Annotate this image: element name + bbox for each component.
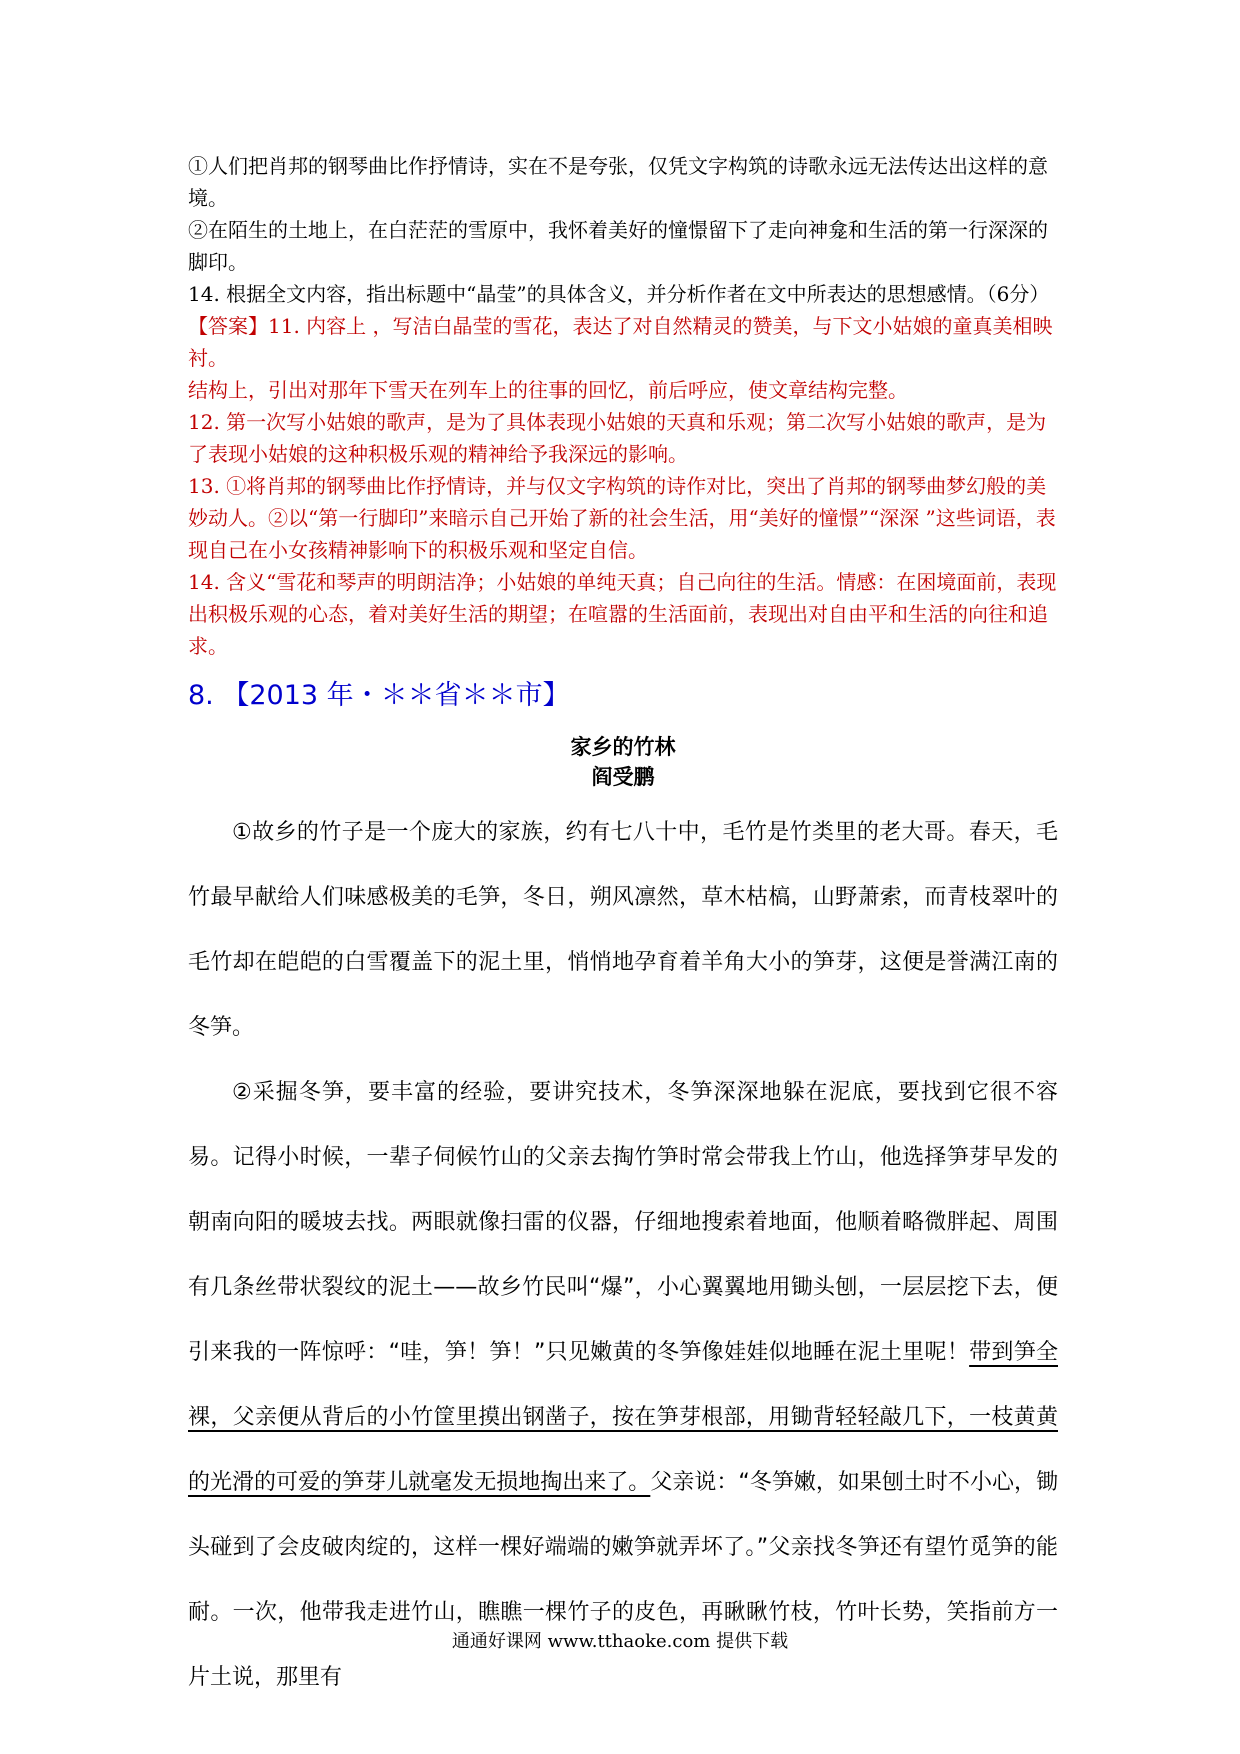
question-14: 14. 根据全文内容，指出标题中“晶莹”的具体含义，并分析作者在文中所表达的思想感情。（6分） (188, 282, 1050, 306)
page-content (188, 150, 1058, 1710)
article-title: 家乡的竹林 (570, 734, 676, 759)
paragraph-2-underlined-text: 带到笋全裸，父亲便从背后的小竹筐里摸出钢凿子，按在笋芽根部，用锄背轻轻敲几下，一枝黄黄的光滑的可爱的笋芽儿就毫发无损地掏出来了。 (188, 1340, 1058, 1495)
question-item-1: ①人们把肖邦的钢琴曲比作抒情诗，实在不是夸张，仅凭文字构筑的诗歌永远无法传达出这样的意境。 (188, 154, 1048, 210)
article-author: 阎受鹏 (591, 764, 655, 789)
answer-11 (188, 310, 1058, 374)
paragraph-2-text-after: 父亲说：“冬笋嫩，如果刨土时不小心，锄头碰到了会皮破肉绽的，这样一棵好端端的嫩笋就弄坏了。”父亲找冬笋还有望竹觅笋的能耐。一次，他带我走进竹山，瞧瞧一棵竹子的皮色，再瞅瞅竹枝，竹叶长势，笑指前方一片土说，那里有 (188, 1470, 1058, 1690)
answer-11-structure: 结构上，引出对那年下雪天在列车上的往事的回忆，前后呼应，使文章结构完整。 (188, 378, 908, 402)
section-heading: 8. 【2013 年・＊＊省＊＊市】 (188, 680, 570, 711)
question-item-2: ②在陌生的土地上，在白茫茫的雪原中，我怀着美好的憧憬留下了走向神龛和生活的第一行深深的脚印。 (188, 218, 1048, 274)
answer-12: 12. 第一次写小姑娘的歌声，是为了具体表现小姑娘的天真和乐观；第二次写小姑娘的歌声，是为了表现小姑娘的这种积极乐观的精神给予我深远的影响。 (188, 410, 1047, 466)
answer-14: 14. 含义“雪花和琴声的明朗洁净；小姑娘的单纯天真；自己向往的生活。情感：在困境面前，表现出积极乐观的心态，着对美好生活的期望；在喧嚣的生活面前，表现出对自由平和生活的向往和追求。 (188, 570, 1057, 658)
answer-13: 13. ①将肖邦的钢琴曲比作抒情诗，并与仅文字构筑的诗作对比，突出了肖邦的钢琴曲梦幻般的美妙动人。②以“第一行脚印”来暗示自己开始了新的社会生活，用“美好的憧憬”“深深 ”这些词语，表现自己在小女孩精神影响下的积极乐观和坚定自信。 (188, 474, 1056, 562)
page-footer: 通通好课网 www.tthaoke.com 提供下载 (451, 1631, 789, 1652)
answer-label: 【答案】 (188, 314, 268, 338)
answer-11-text: 11. 内容上 ，写洁白晶莹的雪花，表达了对自然精灵的赞美，与下文小姑娘的童真美相映衬。 (188, 314, 1053, 370)
paragraph-2-text-before: ②采掘冬笋，要丰富的经验，要讲究技术，冬笋深深地躲在泥底，要找到它很不容易。记得小时候，一辈子伺候竹山的父亲去掏竹笋时常会带我上竹山，他选择笋芽早发的朝南向阳的暖坡去找。两眼就像扫雷的仪器，仔细地搜索着地面，他顺着略微胖起、周围有几条丝带状裂纹的泥土——故乡竹民叫“爆”，小心翼翼地用锄头刨，一层层挖下去，便引来我的一阵惊呼：“哇，笋！笋！”只见嫩黄的冬笋像娃娃似地睡在泥土里呢！ (188, 1080, 1058, 1365)
article-paragraph-1: ①故乡的竹子是一个庞大的家族，约有七八十中，毛竹是竹类里的老大哥。春天，毛竹最早献给人们味感极美的毛笋，冬日，朔风凛然，草木枯槁，山野萧索，而青枝翠叶的毛竹却在皑皑的白雪覆盖下的泥土里，悄悄地孕育着羊角大小的笋芽，这便是誉满江南的冬笋。 (188, 820, 1058, 1040)
article-paragraph-2 (188, 1060, 1058, 1710)
